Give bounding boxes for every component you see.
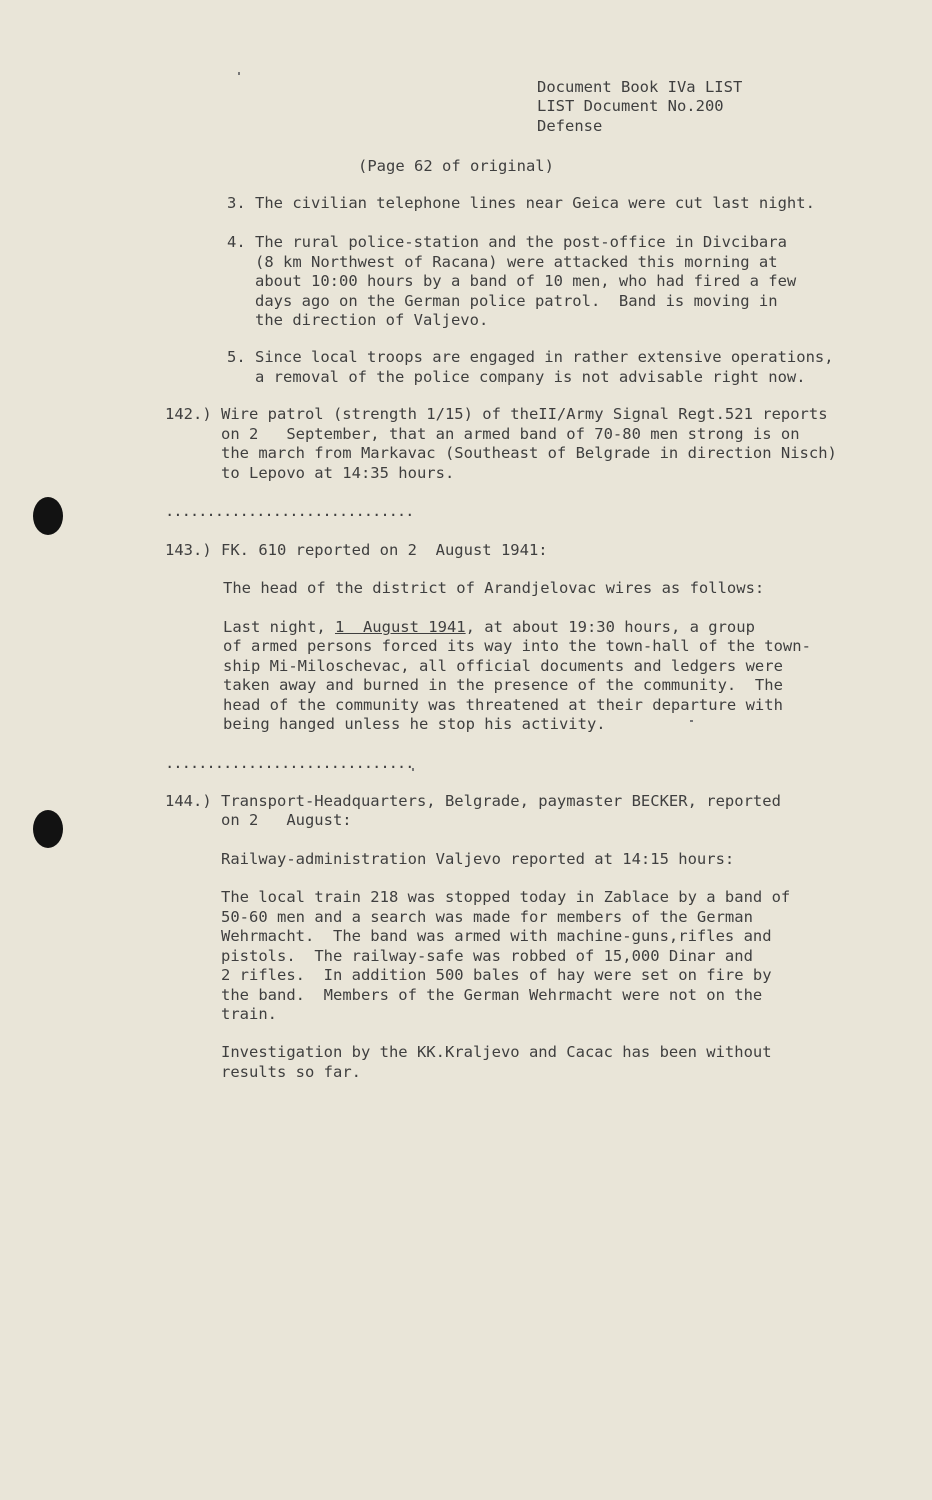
entry-intro: Railway-administration Valjevo reported at 14:15 hours: — [221, 850, 735, 868]
entry-title: 144.) Transport-Headquarters, Belgrade, paymaster BECKER, reported — [165, 792, 781, 810]
paper-speck — [690, 720, 693, 722]
text-line: (8 km Northwest of Racana) were attacked this morning at — [227, 253, 778, 271]
text-line: 4. The rural police-station and the post-office in Divcibara — [227, 233, 787, 251]
paper-speck — [238, 72, 240, 75]
page-reference: (Page 62 of original) — [358, 157, 554, 175]
header-line: Defense — [537, 117, 603, 135]
text-run: , at about 19:30 hours, a group — [465, 618, 755, 636]
text-line: about 10:00 hours by a band of 10 men, who had fired a few — [227, 272, 797, 290]
text-line: to Lepovo at 14:35 hours. — [165, 464, 455, 482]
text-line: 2 rifles. In addition 500 bales of hay were set on fire by — [221, 966, 772, 984]
text-line: The local train 218 was stopped today in Zablace by a band of — [221, 888, 791, 906]
text-line: the direction of Valjevo. — [227, 311, 489, 329]
text-line: the band. Members of the German Wehrmacht were not on the — [221, 986, 763, 1004]
text-line: Wehrmacht. The band was armed with machine-guns,rifles and — [221, 927, 772, 945]
text-line: taken away and burned in the presence of the community. The — [223, 676, 783, 694]
separator-dots: .............................. — [165, 754, 414, 772]
header-line: Document Book IVa LIST — [537, 78, 743, 96]
text-line: days ago on the German police patrol. Band is moving in — [227, 292, 778, 310]
text-line: on 2 September, that an armed band of 70-80 men strong is on — [165, 425, 800, 443]
entry-title: 143.) FK. 610 reported on 2 August 1941: — [165, 541, 548, 559]
text-line: 50-60 men and a search was made for members of the German — [221, 908, 753, 926]
entry-title: on 2 August: — [165, 811, 352, 829]
underlined-date: 1 August 1941 — [334, 618, 466, 636]
text-line: head of the community was threatened at their departure with — [223, 696, 783, 714]
text-line: results so far. — [221, 1063, 361, 1081]
punch-hole-lower — [33, 810, 63, 848]
text-line: a removal of the police company is not advisable right now. — [227, 368, 806, 386]
text-run: Last night, — [223, 618, 335, 636]
text-line: ship Mi-Miloschevac, all official documents and ledgers were — [223, 657, 783, 675]
text-line: of armed persons forced its way into the town-hall of the town- — [223, 637, 811, 655]
text-line: Investigation by the KK.Kraljevo and Cacac has been without — [221, 1043, 772, 1061]
paragraph-3: 3. The civilian telephone lines near Geica were cut last night. — [227, 194, 815, 212]
punch-hole-upper — [33, 497, 63, 535]
text-line: being hanged unless he stop his activity. — [223, 715, 606, 733]
text-line: 5. Since local troops are engaged in rather extensive operations, — [227, 348, 834, 366]
text-line — [223, 618, 755, 638]
text-line: pistols. The railway-safe was robbed of 15,000 Dinar and — [221, 947, 753, 965]
text-line: 142.) Wire patrol (strength 1/15) of theII/Army Signal Regt.521 reports — [165, 405, 828, 423]
text-line: train. — [221, 1005, 277, 1023]
header-line: LIST Document No.200 — [537, 97, 724, 115]
separator-dots: .............................. — [165, 502, 414, 520]
text-line: the march from Markavac (Southeast of Belgrade in direction Nisch) — [165, 444, 837, 462]
entry-intro: The head of the district of Arandjelovac wires as follows: — [223, 579, 765, 597]
